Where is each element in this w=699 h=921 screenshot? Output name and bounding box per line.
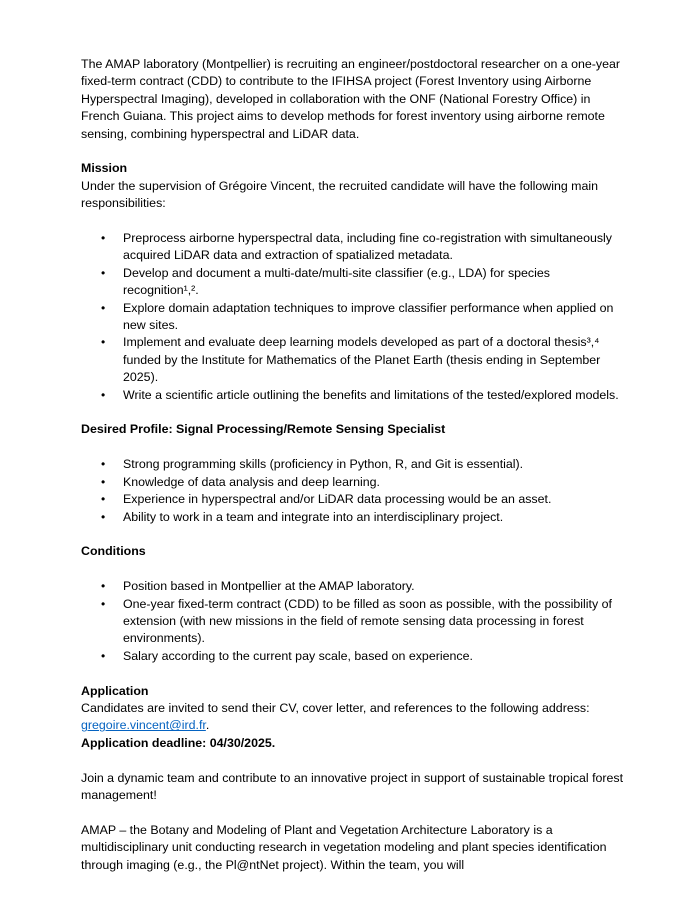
- list-item: • Explore domain adaptation techniques to improve classifier performance when applied on new sites.: [101, 300, 614, 333]
- application-deadline: Application deadline: 04/30/2025.: [81, 735, 276, 750]
- list-item: • Experience in hyperspectral and/or LiDAR data processing would be an asset.: [81, 491, 629, 508]
- bullet-icon: •: [101, 335, 106, 350]
- bullet-icon: •: [101, 300, 106, 315]
- application-text: Candidates are invited to send their CV, cover letter, and references to the following address: gregoire.vincent@ird.fr.: [81, 700, 590, 733]
- bullet-icon: •: [101, 492, 106, 507]
- application-heading: Application: [81, 683, 149, 698]
- bullet-icon: •: [101, 231, 106, 246]
- list-item: • Develop and document a multi-date/multi-site classifier (e.g., LDA) for species recognition¹,².: [101, 265, 550, 298]
- profile-list: [81, 456, 629, 526]
- mission-text: Under the supervision of Grégoire Vincent, the recruited candidate will have the following main responsibilities:: [81, 178, 599, 211]
- email-link[interactable]: gregoire.vincent@ird.fr: [81, 718, 206, 733]
- conditions-list: [81, 578, 629, 665]
- bullet-icon: •: [101, 387, 106, 402]
- bullet-icon: •: [101, 596, 106, 611]
- conditions-heading: Conditions: [81, 544, 146, 559]
- list-item: • Preprocess airborne hyperspectral data, including fine co-registration with simultaneously acquired LiDAR data and extraction of spatialized metadata.: [101, 231, 612, 263]
- list-item: • Position based in Montpellier at the AMAP laboratory.: [81, 578, 629, 595]
- join-paragraph: Join a dynamic team and contribute to an innovative project in support of sustainable tropical forest management!: [81, 770, 624, 802]
- list-item: • Write a scientific article outlining the benefits and limitations of the tested/explored models.: [81, 387, 629, 404]
- bullet-icon: •: [101, 457, 106, 472]
- bullet-icon: •: [101, 579, 106, 594]
- mission-list: [81, 230, 629, 404]
- mission-heading: Mission: [81, 161, 128, 176]
- profile-heading: Desired Profile: Signal Processing/Remote Sensing Specialist: [81, 422, 446, 437]
- bullet-icon: •: [101, 265, 106, 280]
- amap-paragraph: AMAP – the Botany and Modeling of Plant and Vegetation Architecture Laboratory is a multidisciplinary unit conducting research in vegetation modeling and plant species identification through imaging (e.g., the Pl@ntNet project). Within the team, you will: [81, 822, 607, 872]
- bullet-icon: •: [101, 648, 106, 663]
- intro-paragraph: The AMAP laboratory (Montpellier) is recruiting an engineer/postdoctoral researcher on a one-year fixed-term contract (CDD) to contribute to the IFIHSA project (Forest Inventory using Airborne Hyperspectral Imaging), developed in collaboration with the ONF (National Forestry Office) in French Guiana. This project aims to develop methods for forest inventory using airborne remote sensing, combining hyperspectral and LiDAR data.: [81, 57, 621, 141]
- bullet-icon: •: [101, 509, 106, 524]
- list-item: • Ability to work in a team and integrate into an interdisciplinary project.: [81, 509, 629, 526]
- list-item: • Salary according to the current pay scale, based on experience.: [81, 648, 629, 665]
- list-item: • Knowledge of data analysis and deep learning.: [81, 474, 629, 491]
- list-item: • One-year fixed-term contract (CDD) to be filled as soon as possible, with the possibility of extension (with new missions in the field of remote sensing data processing in forest environments).: [101, 596, 612, 646]
- bullet-icon: •: [101, 474, 106, 489]
- list-item: • Implement and evaluate deep learning models developed as part of a doctoral thesis³,⁴ funded by the Institute for Mathematics of the Planet Earth (thesis ending in September 2025).: [101, 335, 601, 385]
- list-item: • Strong programming skills (proficiency in Python, R, and Git is essential).: [81, 456, 629, 473]
